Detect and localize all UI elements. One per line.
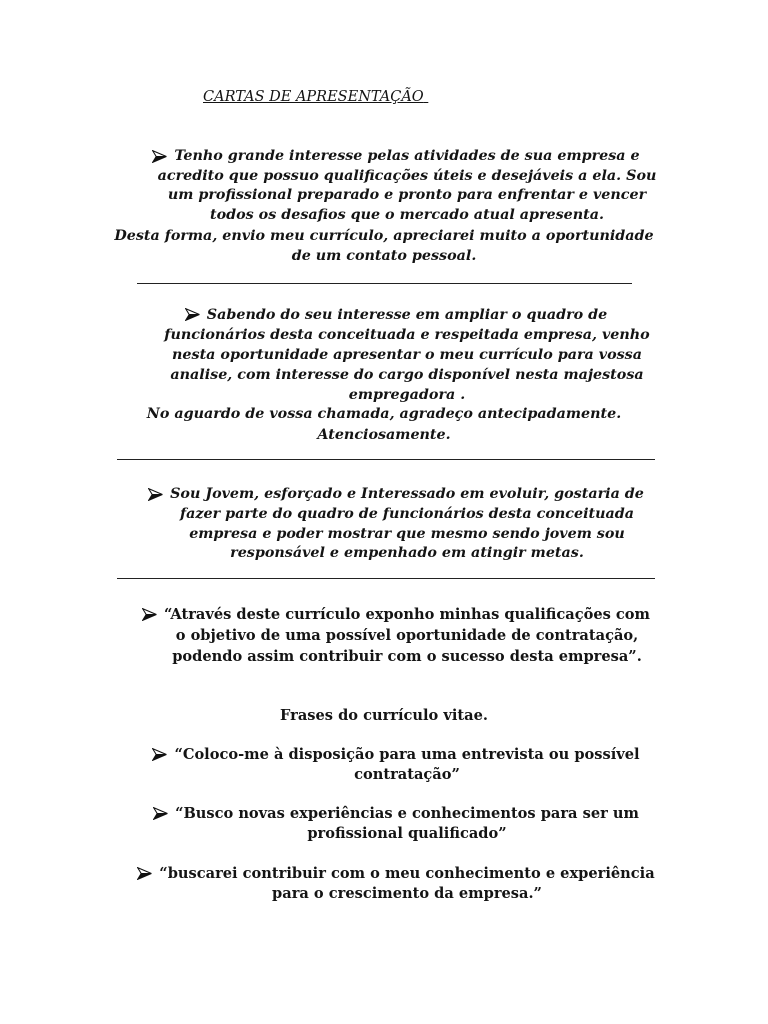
letter-1-text: Tenho grande interesse pelas atividades de sua empresa e xyxy=(174,148,640,164)
letter-3-line: fazer parte do quadro de funcionários desta conceituada xyxy=(179,505,635,522)
phrase-line: profissional qualificado” xyxy=(307,825,507,842)
separator-line xyxy=(117,459,655,460)
separator-line xyxy=(137,283,632,284)
arrow-bullet-icon xyxy=(153,807,168,820)
letter-1-line: todos os desafios que o mercado atual apresenta. xyxy=(209,207,605,224)
letter-2-bullet xyxy=(60,305,754,405)
arrow-bullet-icon xyxy=(137,867,152,880)
phrase-line xyxy=(60,864,754,884)
letter-3-line: empresa e poder mostrar que mesmo sendo jovem sou xyxy=(189,525,625,542)
closing-line: de um contato pessoal. xyxy=(291,248,477,264)
arrow-bullet-icon xyxy=(185,308,200,321)
phrase-1-text: “Coloco-me à disposição para uma entrevista ou possível xyxy=(174,746,640,763)
phrase-3-bullet xyxy=(60,864,754,904)
letter-2-line: empregadora . xyxy=(348,387,466,403)
letter-2-line: nesta oportunidade apresentar o meu currículo para vossa xyxy=(172,347,642,363)
phrase-2-text: “Busco novas experiências e conhecimentos para ser um xyxy=(175,805,639,822)
phrase-line: para o crescimento da empresa.” xyxy=(272,885,542,902)
letter-3-line xyxy=(60,485,754,505)
phrase-line: contratação” xyxy=(354,766,460,783)
arrow-bullet-icon xyxy=(152,748,167,761)
closing-line: No aguardo de vossa chamada, agradeço antecipadamente. xyxy=(146,406,622,422)
letter-2-line xyxy=(60,305,754,325)
letter-1-line xyxy=(60,147,754,167)
letter-1-bullet xyxy=(60,147,754,226)
letter-1-closing xyxy=(24,226,744,266)
phrase-1-bullet xyxy=(60,745,754,785)
closing-line: Atenciosamente. xyxy=(317,427,451,443)
closing-line: Desta forma, envio meu currículo, apreciarei muito a oportunidade xyxy=(114,228,654,244)
letter-4-line xyxy=(60,604,754,625)
letter-4-text: “Através deste currículo exponho minhas qualificações com xyxy=(164,606,650,623)
letter-2-closing xyxy=(24,404,744,446)
letter-1-line: um profissional preparado e pronto para enfrentar e vencer xyxy=(167,187,647,204)
letter-3-line: responsável e empenhado em atingir metas. xyxy=(230,545,584,562)
separator-line xyxy=(117,578,655,579)
phrases-heading: Frases do currículo vitae. xyxy=(280,707,488,724)
arrow-bullet-icon xyxy=(148,488,163,501)
phrase-2-bullet xyxy=(60,804,754,844)
letter-1-line: acredito que possuo qualificações úteis e desejáveis a ela. Sou xyxy=(157,167,657,184)
phrase-3-text: “buscarei contribuir com o meu conhecimento e experiência xyxy=(159,865,655,882)
letter-2-line: analise, com interesse do cargo disponível nesta majestosa xyxy=(170,367,644,383)
letter-4-line: o objetivo de uma possível oportunidade de contratação, xyxy=(175,627,639,644)
letter-4-bullet xyxy=(60,604,754,667)
letter-2-text: Sabendo do seu interesse em ampliar o quadro de xyxy=(206,307,608,323)
page-title: CARTAS DE APRESENTAÇÃO xyxy=(203,89,424,105)
phrase-line xyxy=(60,804,754,824)
letter-4-line: podendo assim contribuir com o sucesso desta empresa”. xyxy=(172,648,642,665)
letter-3-bullet xyxy=(60,485,754,564)
phrase-line xyxy=(60,745,754,765)
letter-2-line: funcionários desta conceituada e respeitada empresa, venho xyxy=(164,327,650,343)
letter-3-text: Sou Jovem, esforçado e Interessado em evoluir, gostaria de xyxy=(170,486,644,502)
arrow-bullet-icon xyxy=(142,608,157,621)
arrow-bullet-icon xyxy=(152,150,167,163)
